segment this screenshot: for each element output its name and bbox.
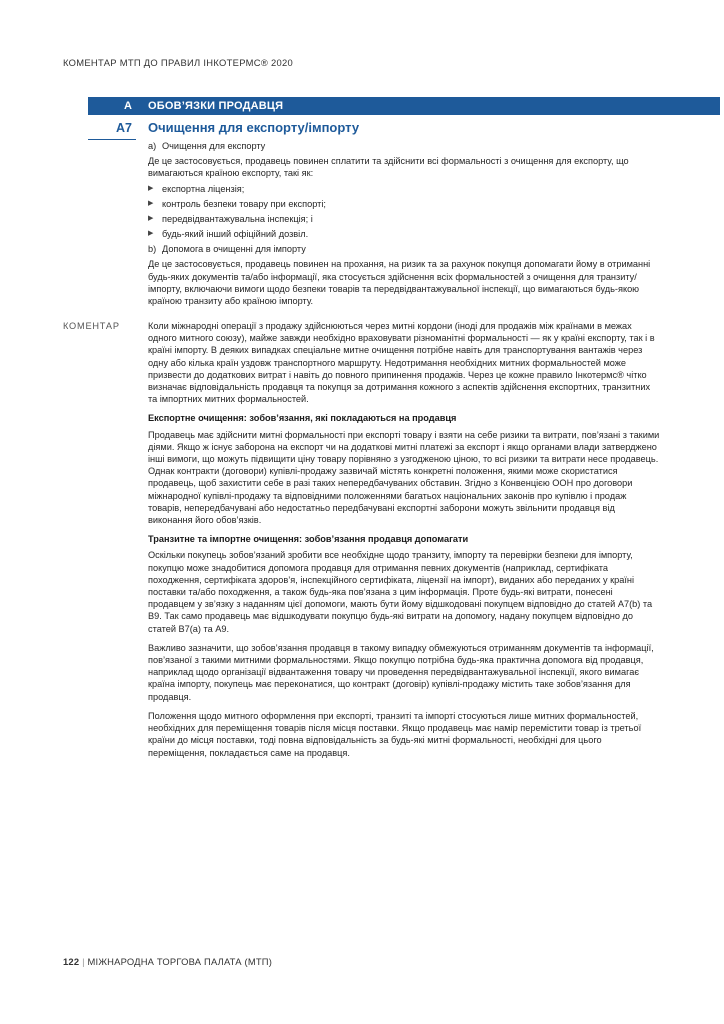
- article-number: А7: [116, 121, 132, 135]
- list-item: [148, 183, 660, 198]
- bullet-arrow-icon: ▶: [148, 200, 154, 208]
- section-letter: А: [124, 100, 132, 112]
- paragraph-seller-obligations: Важливо зазначити, що зобов’язання продавця в такому випадку обмежуються отриманням документів та інформації, пов’язаної з такими митними формальностями. Якщо покупцю потрібна будь-яка практична допомога від продавця, наприклад щодо організації відвантаження товару чи проведення передвідвантажувальної інспекції, якого вимагає країна імпорту, покупець має переконатися, що контракт (договір) купівлі-продажу містить таке зобов’язання для продавця.: [148, 642, 654, 702]
- paragraph-transit-import: Оскільки покупець зобов’язаний зробити все необхідне щодо транзиту, імпорту та перевірки безпеки для імпорту, покупцю може знадобитися допомога продавця для отримання певних документів (наприклад, сертифіката походження, сертифіката здоров’я, інспекційного сертифіката, ліцензії на імпорт), виданих або переданих у країні поставки та/або походження, а також будь-яка пов’язана з цим інформація. Проте будь-які витрати, понесені продавцем у зв’язку з наданням цієї допомоги, мають бути йому відшкодовані покупцем відповідно до статей А7(b) та В9. Так само продавець має відшкодувати покупцю будь-які витрати на допомогу, надану покупцем відповідно до статей В7(а) та А9.: [148, 550, 653, 634]
- bullet-arrow-icon: ▶: [148, 230, 154, 238]
- bullet-text: експортна ліцензія;: [162, 184, 245, 195]
- bullet-text: будь-який інший офіційний дозвіл.: [162, 229, 309, 240]
- subsection-b-text: Де це застосовується, продавець повинен на прохання, на ризик та за рахунок покупця допомагати йому в отриманні будь-яких документів та/або інформації, яка стосується здійснення всіх формальностей з очищення для транзиту/ імпорту, включаючи вимоги щодо безпеки товарів та передвідвантажувальної інспекції, що вимагаються будь-якою країною транзиту або країною імпорту.: [148, 259, 651, 307]
- commentary-block: [148, 320, 660, 759]
- section-title: ОБОВ’ЯЗКИ ПРОДАВЦЯ: [148, 100, 284, 112]
- subsection-a-heading: [148, 140, 660, 155]
- commentary-label: КОМЕНТАР: [63, 321, 120, 331]
- subsection-b-title: Допомога в очищенні для імпорту: [162, 244, 306, 255]
- list-item: [148, 213, 660, 228]
- subheading-transit-import: Транзитне та імпортне очищення: зобов’язання продавця допомагати: [148, 534, 469, 545]
- subsection-a-label: a): [148, 141, 157, 151]
- list-item: [148, 198, 660, 213]
- bullet-text: контроль безпеки товару при експорті;: [162, 199, 326, 210]
- paragraph-customs-provisions: Положення щодо митного оформлення при експорті, транзиті та імпорті стосуються лише митних формальностей, необхідних для переміщення товарів після місця поставки. Якщо продавець має намір перемістити товар із третьої країни до місця поставки, тоді повна відповідальність за будь-які митні формальності, необхідні для цього переміщення, покладається саме на продавця.: [148, 710, 642, 758]
- footer-publisher: МІЖНАРОДНА ТОРГОВА ПАЛАТА (МТП): [87, 956, 273, 967]
- commentary-intro: Коли міжнародні операції з продажу здійснюються через митні кордони (іноді для продажів між країнами в межах одного митного союзу), майже завжди необхідно враховувати різноманітні формальності — як у країні експорту, так і в країні імпорту. В деяких випадках спеціальне митне очищення потрібне навіть для транспортування вантажів через одну або кілька країн уздовж транспортного маршруту. Недотримання необхідних митних формальностей може призвести до додаткових витрат і навіть до повного припинення продажів. Через це кожне правило Інкотермс® чітко визначає відповідальність продавця та покупця за дотримання кожного з аспектів здійснення експортних, транзитних та імпортних митних формальностей.: [148, 321, 655, 405]
- subheading-export-clearance: Експортне очищення: зобов’язання, які покладаються на продавця: [148, 413, 457, 424]
- subsection-b-heading: [148, 243, 660, 258]
- bullet-arrow-icon: ▶: [148, 185, 154, 193]
- paragraph-export-clearance: Продавець має здійснити митні формальності при експорті товару і взяти на себе ризики та витрати, пов’язані з такими діями. Якщо ж існує заборона на експорт чи на додаткові митні платежі за експорт і якщо органами влади затверджено інші вимоги, що можуть підвищити ціну товару порівняно з узгодженою ціною, то всі ризики та витрати несе продавець. Однак контракти (договори) купівлі-продажу зазвичай містять конкретні положення, якими може скористатися продавець, щоб захистити себе в разі таких непередбачуваних обставин. Згідно з Конвенцією ООН про договори міжнародної купівлі-продажу та відповідними положеннями багатьох національних законів про купівлю і продаж товарів, непередбачувані або недостатньо передбачувані експортні заборони можуть звільнити продавця від виконання його обов’язків.: [148, 429, 660, 526]
- list-item: [148, 228, 660, 243]
- footer-separator: |: [82, 956, 85, 967]
- rule-text-block: [148, 140, 660, 307]
- page-footer: [63, 956, 272, 967]
- subsection-a-text: Де це застосовується, продавець повинен сплатити та здійснити всі формальності з очищення для експорту, що вимагаються країною експорту, такі як:: [148, 156, 629, 179]
- bullet-text: передвідвантажувальна інспекція; і: [162, 214, 313, 225]
- page-number: 122: [63, 956, 80, 967]
- article-number-underline: [88, 139, 136, 140]
- bullet-arrow-icon: ▶: [148, 215, 154, 223]
- running-head: КОМЕНТАР МТП ДО ПРАВИЛ ІНКОТЕРМС® 2020: [63, 57, 293, 68]
- section-header-bar: [88, 97, 720, 115]
- subsection-a-title: Очищення для експорту: [162, 141, 266, 151]
- subsection-b-label: b): [148, 244, 157, 255]
- article-title: Очищення для експорту/імпорту: [148, 120, 360, 135]
